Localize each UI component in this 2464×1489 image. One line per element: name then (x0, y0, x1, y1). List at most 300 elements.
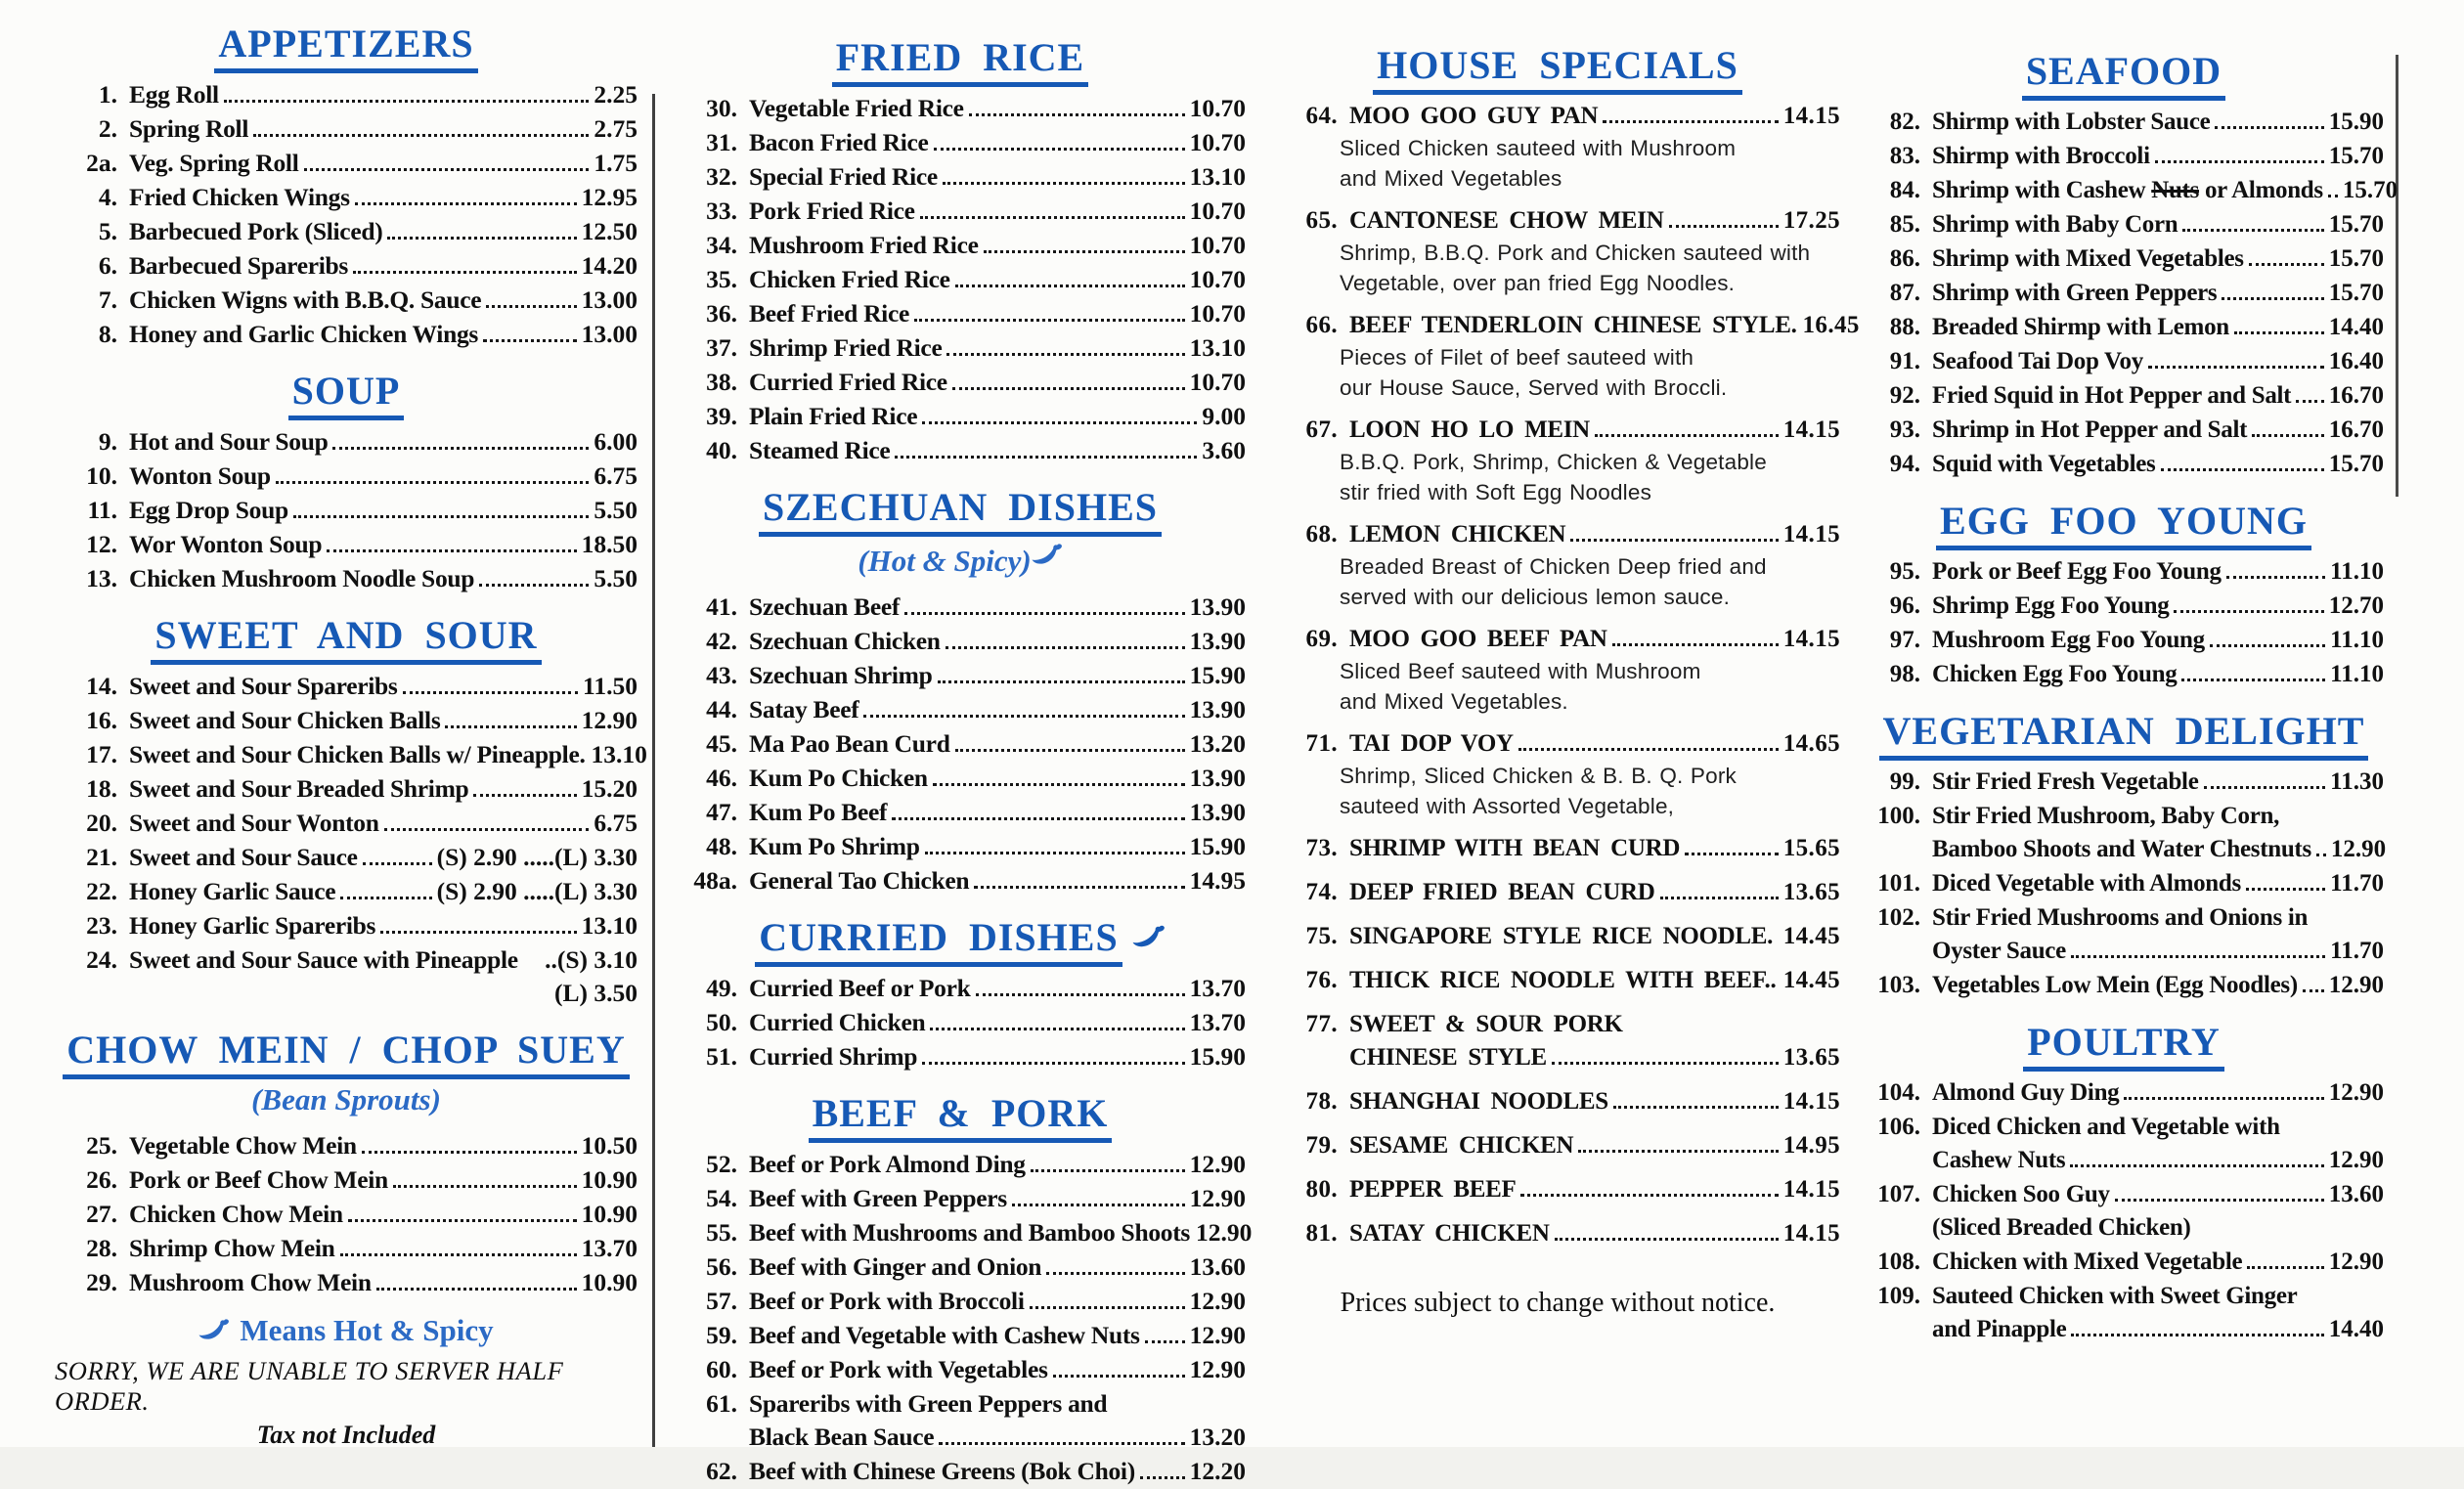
menu-item (675, 1040, 1246, 1073)
menu-item-row (1864, 555, 2384, 589)
item-price: (L) 3.50 (554, 979, 638, 1007)
item-number: 57. (706, 1287, 737, 1315)
menu-item (55, 943, 638, 1010)
dots-leader (2252, 434, 2324, 437)
section-subtitle-text: (Hot & Spicy) (858, 544, 1032, 578)
menu-item-row (55, 284, 638, 317)
dots-leader (1660, 897, 1779, 899)
dots-leader (1031, 1169, 1185, 1172)
dots-leader (984, 250, 1185, 253)
menu-item-row (675, 1455, 1246, 1488)
menu-section (675, 37, 1246, 467)
item-description: Vegetable, over pan fried Egg Noodles. (1340, 271, 1736, 295)
menu-item-row (55, 78, 638, 111)
menu-item (675, 1285, 1246, 1318)
item-price: 11.10 (2330, 627, 2384, 653)
note-text: SORRY, WE ARE UNABLE TO SERVER HALF ORDER. (55, 1356, 564, 1416)
menu-item (1864, 242, 2384, 276)
item-number: 62. (706, 1457, 737, 1485)
menu-item (55, 704, 638, 737)
menu-item (55, 147, 638, 180)
item-name: Chicken Wigns with B.B.Q. Sauce (129, 285, 482, 314)
dots-leader (483, 339, 577, 342)
menu-item (1275, 204, 1840, 298)
item-number: 81. (1305, 1220, 1338, 1247)
item-name: Stir Fried Mushroom, Baby Corn, (1932, 803, 2280, 829)
menu-item (1864, 106, 2384, 139)
dots-leader (2174, 610, 2323, 613)
menu-item (1864, 345, 2384, 378)
item-price: 13.90 (1189, 627, 1246, 655)
item-price: 13.65 (1782, 1044, 1840, 1071)
menu-item (55, 284, 638, 317)
menu-items (55, 425, 638, 595)
item-name: Szechuan Beef (749, 592, 901, 621)
dots-leader (355, 202, 577, 205)
section-title-text: EGG FOO YOUNG (1936, 499, 2311, 550)
dots-leader (863, 715, 1184, 718)
dots-leader (946, 646, 1185, 649)
menu-item-row (55, 670, 638, 703)
dots-leader (1145, 1340, 1185, 1343)
item-number: 48. (706, 832, 737, 860)
dots-leader (2071, 955, 2325, 958)
item-price: 6.75 (594, 809, 638, 837)
item-number: 95. (1889, 558, 1920, 585)
item-name: SWEET & SOUR PORK (1349, 1011, 1623, 1037)
menu-item-row (1275, 876, 1840, 909)
item-price: 13.70 (581, 1234, 638, 1262)
item-name: Beef Fried Rice (749, 299, 910, 328)
item-number: 37. (706, 333, 737, 362)
menu-item-row (1275, 1173, 1840, 1206)
item-description: stir fried with Soft Egg Noodles (1340, 480, 1652, 504)
item-name: Curried Chicken (749, 1008, 926, 1036)
item-number: 59. (706, 1321, 737, 1349)
menu-item (55, 807, 638, 840)
menu-item (55, 909, 638, 942)
menu-item (1864, 379, 2384, 413)
item-description: Shrimp, B.B.Q. Pork and Chicken sauteed with (1340, 241, 1811, 265)
menu-item-row (675, 1182, 1246, 1215)
menu-item-row (55, 909, 638, 942)
section-title (1275, 45, 1840, 86)
menu-note (55, 1313, 638, 1348)
item-number: 61. (706, 1389, 737, 1418)
menu-item-row (1864, 867, 2384, 900)
item-number: 39. (706, 402, 737, 430)
item-name: SINGAPORE STYLE RICE NOODLE. (1349, 923, 1774, 949)
item-price: 10.70 (1189, 231, 1246, 259)
dots-leader (1053, 1375, 1185, 1378)
menu-item-row (675, 864, 1246, 898)
menu-item (55, 1163, 638, 1197)
item-price: 10.90 (581, 1165, 638, 1194)
item-name: THICK RICE NOODLE WITH BEEF.. (1349, 967, 1777, 993)
menu-items (675, 591, 1246, 898)
menu-item-row (675, 366, 1246, 399)
item-price: 14.40 (2328, 314, 2384, 340)
item-price: 2.25 (594, 80, 638, 109)
menu-item (675, 1182, 1246, 1215)
dots-leader (2222, 297, 2323, 300)
menu-item (55, 1266, 638, 1299)
menu-item (675, 796, 1246, 829)
item-price: 13.90 (1189, 695, 1246, 723)
dots-leader (933, 783, 1185, 786)
item-price: 12.90 (2328, 1248, 2384, 1275)
item-name: Almond Guy Ding (1932, 1079, 2120, 1106)
dots-leader (1012, 1204, 1185, 1206)
item-description: served with our delicious lemon sauce. (1340, 585, 1731, 609)
menu-item-row (1864, 1178, 2384, 1211)
menu-item-row (675, 659, 1246, 692)
dots-leader (1578, 1150, 1778, 1153)
dots-leader (1520, 1194, 1778, 1197)
item-price: (S) 2.90 .....(L) 3.30 (436, 877, 638, 905)
section-title-text: VEGETARIAN DELIGHT (1879, 709, 2369, 761)
menu-items (675, 92, 1246, 467)
item-price: 2.75 (594, 114, 638, 143)
menu-item (675, 1006, 1246, 1039)
item-price: 12.90 (2328, 1147, 2384, 1173)
dots-leader (362, 1151, 577, 1154)
menu-item-row (1864, 658, 2384, 691)
item-number: 5. (98, 217, 117, 245)
item-number: 30. (706, 94, 737, 122)
menu-item (1864, 311, 2384, 344)
item-name: LEMON CHICKEN (1349, 521, 1566, 547)
dots-leader (384, 828, 590, 831)
item-number: 55. (706, 1218, 737, 1247)
menu-item (1864, 1246, 2384, 1279)
item-number: 68. (1305, 521, 1338, 547)
menu-item (675, 195, 1246, 228)
item-price: 15.90 (1189, 1042, 1246, 1071)
item-number: 102. (1877, 904, 1920, 931)
section-title (55, 615, 638, 656)
menu-item-row (1864, 140, 2384, 173)
item-description: Pieces of Filet of beef sauteed with (1340, 345, 1694, 370)
menu-item (55, 528, 638, 561)
item-description: our House Sauce, Served with Broccli. (1340, 375, 1728, 400)
item-price: 15.90 (1189, 832, 1246, 860)
menu-item-row (1864, 624, 2384, 657)
item-number: 88. (1889, 314, 1920, 340)
item-number: 71. (1305, 730, 1338, 757)
menu-item (675, 263, 1246, 296)
item-number: 25. (86, 1131, 117, 1160)
menu-item-row (55, 147, 638, 180)
item-name: Chicken Fried Rice (749, 265, 950, 293)
item-price: 12.90 (2330, 836, 2387, 862)
menu-item-row (55, 460, 638, 493)
menu-item-row (1864, 379, 2384, 413)
item-number: 34. (706, 231, 737, 259)
item-number: 38. (706, 368, 737, 396)
item-number: 16. (86, 706, 117, 734)
chili-icon (1132, 921, 1166, 954)
item-name: CHINESE STYLE (1349, 1044, 1547, 1071)
item-number: 31. (706, 128, 737, 156)
menu-item (675, 160, 1246, 194)
dots-leader (473, 794, 576, 797)
item-name: Beef or Pork with Vegetables (749, 1355, 1048, 1383)
menu-item (1864, 1076, 2384, 1110)
item-name: Fried Squid in Hot Pepper and Salt (1932, 382, 2292, 409)
menu-item (675, 1455, 1246, 1488)
item-name: Diced Chicken and Vegetable with (1932, 1114, 2280, 1140)
item-name: Shrimp Fried Rice (749, 333, 943, 362)
menu-item-row (1864, 174, 2398, 207)
menu-item (55, 112, 638, 146)
item-price: 5.50 (594, 496, 638, 524)
item-price: 12.20 (1189, 1457, 1246, 1485)
menu-item-row (1275, 623, 1840, 656)
item-number: 20. (86, 809, 117, 837)
menu-note (55, 1421, 638, 1450)
menu-item (1275, 964, 1840, 997)
dots-leader (930, 1028, 1184, 1030)
menu-item-row (675, 1285, 1246, 1318)
menu-item-row (1275, 309, 1860, 342)
dots-leader (253, 134, 589, 137)
item-name: Pork Fried Rice (749, 197, 915, 225)
note-text: Prices subject to change without notice. (1340, 1288, 1776, 1318)
item-name: Fried Chicken Wings (129, 183, 350, 211)
item-name: Shirmp with Broccoli (1932, 143, 2150, 169)
menu-item (675, 693, 1246, 726)
item-name: Vegetables Low Mein (Egg Noodles) (1932, 972, 2298, 998)
item-price: 5.50 (594, 564, 638, 592)
item-number: 80. (1305, 1176, 1338, 1203)
dots-leader (1685, 853, 1779, 855)
item-number: 18. (86, 774, 117, 803)
item-price: 11.30 (2330, 768, 2384, 795)
menu-item-row (675, 195, 1246, 228)
menu-column-2 (675, 0, 1253, 1489)
dots-leader (1612, 643, 1779, 646)
section-title-text: FRIED RICE (832, 35, 1088, 87)
dots-leader (922, 1062, 1184, 1065)
chili-icon (198, 1315, 230, 1346)
item-number: 35. (706, 265, 737, 293)
dots-leader (486, 305, 576, 308)
item-description: Sliced Chicken sauteed with Mushroom (1340, 136, 1737, 160)
item-name: TAI DOP VOY (1349, 730, 1514, 757)
item-description: and Mixed Vegetables. (1340, 689, 1568, 714)
item-number: 75. (1305, 923, 1338, 949)
dots-leader (2182, 229, 2323, 232)
item-price: 15.70 (2328, 245, 2384, 272)
menu-item (55, 1198, 638, 1231)
item-name: Beef or Pork with Broccoli (749, 1287, 1025, 1315)
menu-item (1275, 920, 1840, 953)
item-name: Chicken Chow Mein (129, 1200, 343, 1228)
item-name: CANTONESE CHOW MEIN (1349, 207, 1664, 234)
dots-leader (1046, 1272, 1184, 1275)
item-price: 12.90 (1196, 1218, 1253, 1247)
item-price: 10.90 (581, 1268, 638, 1296)
dots-leader (2328, 195, 2338, 197)
item-price: 14.95 (1189, 866, 1246, 895)
section-title-text: CURRIED DISHES (755, 915, 1122, 967)
item-name: (Sliced Breaded Chicken) (1932, 1214, 2191, 1241)
menu-item (675, 126, 1246, 159)
item-number: 22. (86, 877, 117, 905)
item-name: Shrimp in Hot Pepper and Salt (1932, 416, 2248, 443)
item-number: 103. (1877, 972, 1920, 998)
menu-item-row (1275, 1041, 1840, 1074)
menu-item-row (1864, 590, 2384, 623)
section-title (1864, 711, 2384, 752)
item-number: 109. (1877, 1283, 1920, 1309)
item-price: 11.10 (2330, 558, 2384, 585)
item-number: 23. (86, 911, 117, 940)
item-name: Beef or Pork Almond Ding (749, 1150, 1026, 1178)
item-name: Honey Garlic Sauce (129, 877, 336, 905)
item-number: 86. (1889, 245, 1920, 272)
item-number: 52. (706, 1150, 737, 1178)
menu-item-row (1864, 106, 2384, 139)
dots-leader (445, 725, 576, 728)
menu-item-row (55, 425, 638, 459)
item-name: Chicken with Mixed Vegetable (1932, 1248, 2243, 1275)
item-description: Sliced Beef sauteed with Mushroom (1340, 659, 1701, 683)
item-name: Shrimp Egg Foo Young (1932, 592, 2170, 619)
item-price: 13.20 (1189, 729, 1246, 758)
menu-item-row (1864, 833, 2387, 866)
item-number: 64. (1305, 103, 1338, 129)
menu-item (1864, 208, 2384, 241)
dots-leader (939, 1442, 1184, 1445)
section-title-text: BEEF & PORK (809, 1091, 1113, 1143)
item-name: Sweet and Sour Wonton (129, 809, 379, 837)
menu-items (1864, 106, 2398, 481)
dots-leader (363, 862, 432, 865)
item-price: 11.50 (583, 672, 638, 700)
dots-leader (2215, 126, 2323, 129)
item-number: 49. (706, 974, 737, 1002)
item-name: Shrimp with Cashew Nuts or Almonds (1932, 177, 2323, 203)
dots-leader (946, 353, 1184, 356)
item-name: Egg Roll (129, 80, 219, 109)
item-name: Shrimp Chow Mein (129, 1234, 335, 1262)
section-title (55, 23, 638, 65)
menu-item-row (1864, 242, 2384, 276)
menu-item (55, 318, 638, 351)
dots-leader (2115, 1199, 2324, 1202)
menu-item-row (1275, 1008, 1840, 1041)
menu-item (675, 297, 1246, 330)
menu-item-row (55, 112, 638, 146)
item-price: 13.20 (1189, 1423, 1246, 1451)
item-price: 3.60 (1202, 436, 1246, 464)
section-title-text: APPETIZERS (214, 22, 477, 73)
dots-leader (969, 113, 1185, 116)
menu-section (55, 1029, 638, 1299)
item-price: 10.70 (1189, 368, 1246, 396)
menu-item (55, 562, 638, 595)
menu-item (675, 434, 1246, 467)
dots-leader (353, 271, 577, 274)
menu-item-row (1864, 1280, 2384, 1313)
item-price: 6.00 (594, 427, 638, 456)
item-name: Wonton Soup (129, 461, 271, 490)
menu-item-row (55, 1198, 638, 1231)
menu-items (55, 670, 647, 1010)
menu-item-row (675, 160, 1246, 194)
menu-item (55, 460, 638, 493)
menu-item-row (675, 400, 1246, 433)
item-price: 14.15 (1782, 1220, 1840, 1247)
item-name: Mushroom Fried Rice (749, 231, 979, 259)
dots-leader (1552, 1062, 1779, 1065)
dots-leader (925, 852, 1185, 854)
section-title (1864, 1022, 2384, 1063)
item-price: 12.90 (1189, 1184, 1246, 1212)
item-number: 97. (1889, 627, 1920, 653)
item-price: 12.90 (1189, 1150, 1246, 1178)
item-name: Szechuan Chicken (749, 627, 941, 655)
menu-item-row (675, 1006, 1246, 1039)
dots-leader (914, 319, 1185, 322)
item-name: Bamboo Shoots and Water Chestnuts (1932, 836, 2311, 862)
menu-item (675, 92, 1246, 125)
item-name: Chicken Soo Guy (1932, 1181, 2110, 1207)
menu-item (1275, 623, 1840, 717)
dots-leader (2303, 989, 2324, 992)
item-name: Seafood Tai Dop Voy (1932, 348, 2143, 374)
item-number: 106. (1877, 1114, 1920, 1140)
item-number: 36. (706, 299, 737, 328)
dots-leader (2234, 331, 2324, 334)
item-number: 40. (706, 436, 737, 464)
item-name: LOON HO LO MEIN (1349, 416, 1590, 443)
item-number: 46. (706, 764, 737, 792)
dots-leader (340, 1253, 577, 1256)
item-price: 10.70 (1189, 128, 1246, 156)
item-number: 83. (1889, 143, 1920, 169)
item-number: 1. (98, 80, 117, 109)
menu-item-row (1275, 727, 1840, 761)
dots-leader (943, 182, 1185, 185)
menu-item-row (55, 528, 638, 561)
menu-item-row (55, 562, 638, 595)
dots-leader (387, 237, 576, 240)
item-name: Sweet and Sour Breaded Shrimp (129, 774, 469, 803)
menu-item (1275, 414, 1840, 507)
item-price: 14.15 (1782, 521, 1840, 547)
item-name: MOO GOO GUY PAN (1349, 103, 1599, 129)
item-price: 10.70 (1189, 299, 1246, 328)
item-price: 14.15 (1782, 103, 1840, 129)
dots-leader (974, 886, 1184, 889)
dots-leader (304, 168, 590, 171)
item-number: 17. (86, 740, 117, 768)
menu-item (55, 738, 647, 771)
menu-item (1864, 658, 2384, 691)
section-title-text: HOUSE SPECIALS (1373, 43, 1742, 95)
section-title (55, 371, 638, 412)
item-description: sauteed with Assorted Vegetable, (1340, 794, 1675, 818)
dots-leader (895, 456, 1197, 459)
menu-item-row (1864, 1144, 2384, 1177)
menu-item (675, 864, 1246, 898)
dots-leader (904, 612, 1185, 615)
item-name: Beef with Chinese Greens (Bok Choi) (749, 1457, 1135, 1485)
menu-item (55, 215, 638, 248)
